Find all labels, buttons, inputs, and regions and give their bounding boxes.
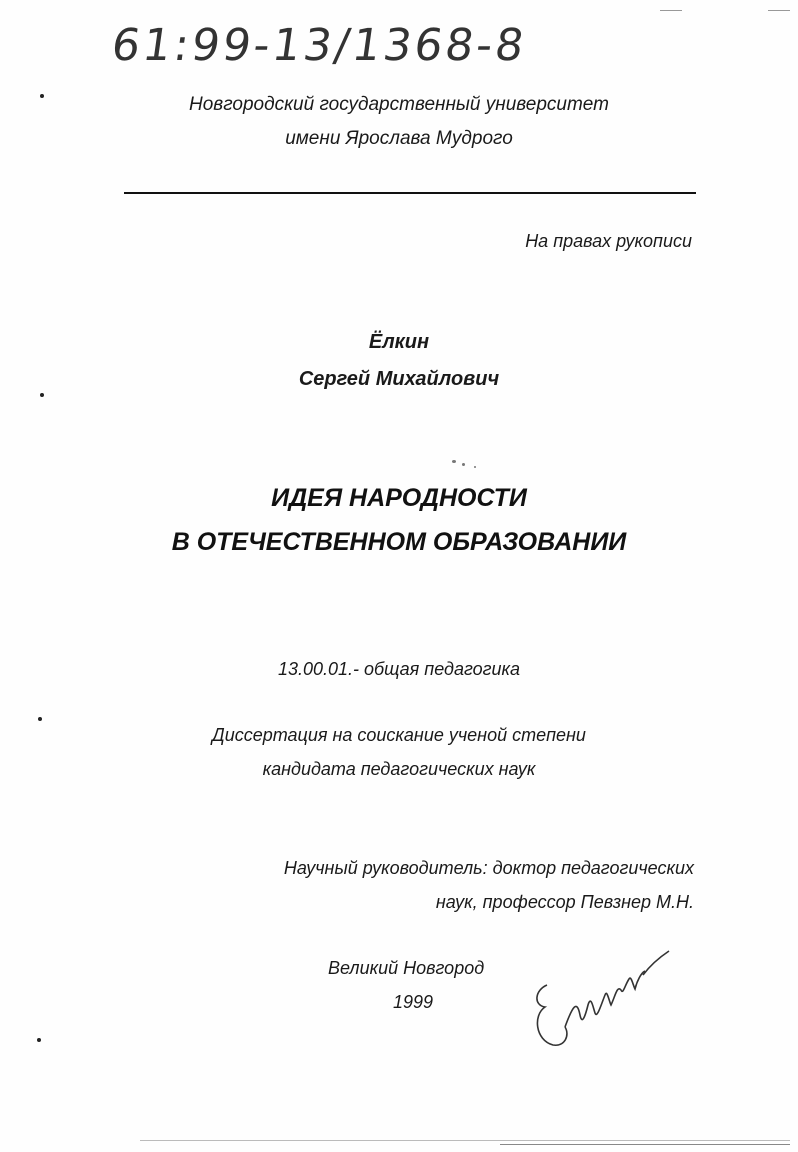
thesis-title-line-1: ИДЕЯ НАРОДНОСТИ: [271, 484, 527, 512]
supervisor-line-1: Научный руководитель: доктор педагогических: [283, 858, 694, 878]
header-divider: [124, 192, 696, 194]
margin-dot: [40, 94, 44, 98]
scan-edge-mark: [768, 10, 790, 11]
scan-edge-line: [140, 1140, 790, 1141]
scan-speck: [474, 466, 476, 468]
university-honorific: имени Ярослава Мудрого: [285, 128, 513, 149]
margin-dot: [40, 393, 44, 397]
supervisor-line-2: наук, профессор Певзнер М.Н.: [435, 892, 694, 912]
degree-statement-line-2: кандидата педагогических наук: [262, 759, 536, 779]
handwritten-catalog-number: 61:99-13/1368-8: [108, 20, 530, 71]
specialty-code: 13.00.01.- общая педагогика: [277, 659, 521, 679]
scan-speck: [462, 463, 465, 466]
author-signature: [525, 945, 675, 1055]
scan-edge-line: [500, 1144, 790, 1145]
author-given-names: Сергей Михайлович: [298, 368, 500, 390]
university-name: Новгородский государственный университет: [189, 94, 609, 115]
city: Великий Новгород: [328, 958, 485, 978]
manuscript-rights-note: На правах рукописи: [525, 231, 692, 251]
degree-statement-line-1: Диссертация на соискание ученой степени: [212, 725, 586, 745]
scan-edge-mark: [660, 10, 682, 11]
margin-dot: [37, 1038, 41, 1042]
author-surname: Ёлкин: [368, 331, 430, 353]
year: 1999: [393, 992, 434, 1012]
scan-speck: [452, 460, 456, 463]
thesis-title-line-2: В ОТЕЧЕСТВЕННОМ ОБРАЗОВАНИИ: [171, 528, 627, 556]
margin-dot: [38, 717, 42, 721]
